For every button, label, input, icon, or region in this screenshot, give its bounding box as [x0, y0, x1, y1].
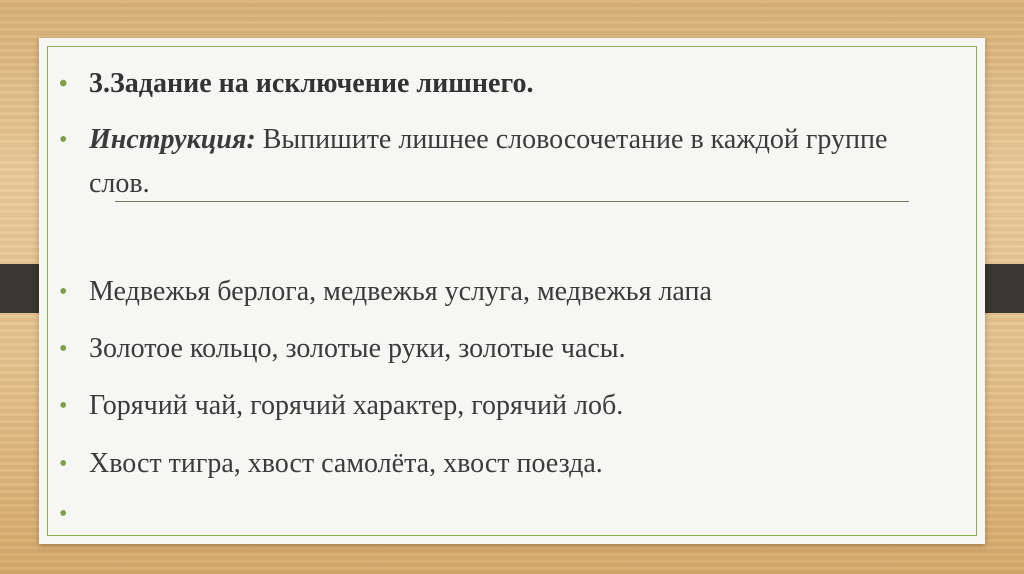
slide-title-row — [59, 62, 945, 106]
instruction-row — [59, 118, 945, 206]
bullet-icon: • — [59, 71, 68, 97]
bullet-icon: • — [59, 279, 68, 305]
bullet-icon: • — [59, 336, 68, 362]
list-item-text: Горячий чай, горячий характер, горячий лоб. — [89, 390, 624, 421]
list-item — [59, 327, 945, 371]
slide-title: 3.Задание на исключение лишнего. — [89, 68, 534, 99]
list-item-text: Хвост тигра, хвост самолёта, хвост поезда. — [89, 448, 603, 479]
list-item-text: Золотое кольцо, золотые руки, золотые часы. — [89, 333, 626, 364]
instruction-text: Выпишите лишнее словосочетание в каждой группе слов. — [89, 124, 888, 199]
list-item — [59, 270, 945, 314]
bullet-icon: • — [59, 127, 68, 153]
bullet-icon: • — [59, 451, 68, 477]
list-item — [59, 384, 945, 428]
instruction-label: Инструкция: — [89, 124, 256, 155]
bullet-icon: • — [59, 393, 68, 419]
slide-paper — [39, 38, 985, 544]
bullet-icon: • — [59, 501, 68, 527]
divider-line — [115, 201, 909, 202]
list-item-text: Медвежья берлога, медвежья услуга, медвежья лапа — [89, 276, 712, 307]
list-item — [59, 442, 945, 486]
